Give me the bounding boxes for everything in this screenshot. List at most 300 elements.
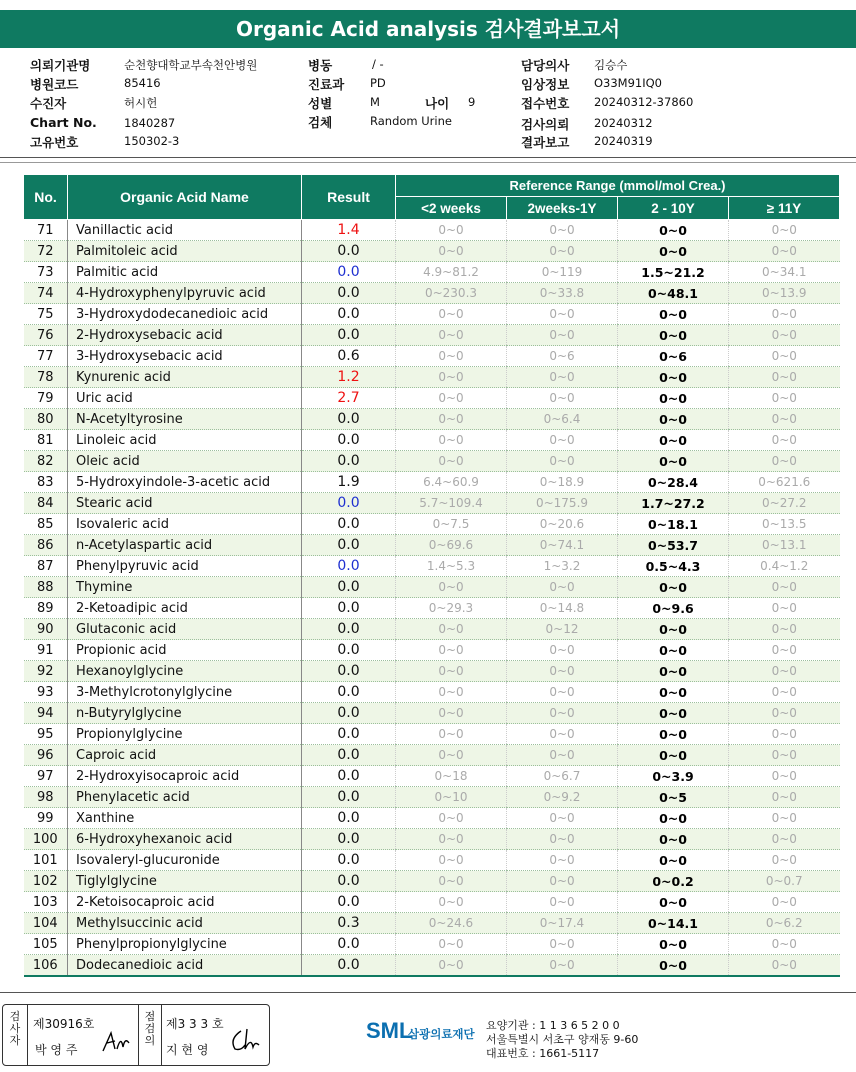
row-number: 100 xyxy=(24,829,68,850)
reference-range: 0~0 xyxy=(618,640,729,661)
row-number: 92 xyxy=(24,661,68,682)
table-row xyxy=(24,787,840,808)
info-label: 의뢰기관명 xyxy=(30,58,91,73)
result-value: 0.0 xyxy=(302,451,396,472)
reference-range: 0~0 xyxy=(507,703,618,724)
reference-range: 0~0 xyxy=(729,430,840,451)
result-value: 0.3 xyxy=(302,913,396,934)
table-row xyxy=(24,934,840,955)
reference-range: 0~0 xyxy=(507,850,618,871)
reference-range: 0~0 xyxy=(618,808,729,829)
reference-range: 0~0 xyxy=(396,346,507,367)
info-value: 허시헌 xyxy=(124,96,158,110)
info-label: 병동 xyxy=(308,58,333,73)
reference-range: 0~621.6 xyxy=(729,472,840,493)
table-row xyxy=(24,262,840,283)
result-value: 0.0 xyxy=(302,304,396,325)
reference-range: 0~0 xyxy=(507,241,618,262)
reference-range: 0~0 xyxy=(729,829,840,850)
reference-range: 0~12 xyxy=(507,619,618,640)
report-title: Organic Acid analysis 검사결과보고서 xyxy=(0,10,856,48)
result-value: 0.0 xyxy=(302,493,396,514)
acid-name: 2-Ketoisocaproic acid xyxy=(68,892,302,913)
reviewer-name: 지 현 영 xyxy=(166,1043,209,1057)
reference-range: 0~0 xyxy=(729,703,840,724)
row-number: 91 xyxy=(24,640,68,661)
reference-range: 0~0 xyxy=(618,304,729,325)
reference-range: 0~18.9 xyxy=(507,472,618,493)
reference-range: 1~3.2 xyxy=(507,556,618,577)
reference-range: 0~69.6 xyxy=(396,535,507,556)
reference-range: 0~0 xyxy=(396,871,507,892)
header-range-ge11y: ≥ 11Y xyxy=(729,197,840,220)
sig-sep xyxy=(161,1005,162,1065)
patient-info xyxy=(0,52,856,164)
reference-range: 0~0 xyxy=(618,325,729,346)
reference-range: 0~6 xyxy=(507,346,618,367)
row-number: 79 xyxy=(24,388,68,409)
result-value: 0.0 xyxy=(302,619,396,640)
info-label: 성별 xyxy=(308,96,333,111)
reference-range: 0~175.9 xyxy=(507,493,618,514)
table-row xyxy=(24,241,840,262)
reference-range: 0~0 xyxy=(507,451,618,472)
reference-range: 0~0 xyxy=(729,367,840,388)
reference-range: 0~20.6 xyxy=(507,514,618,535)
reference-range: 0~0 xyxy=(396,934,507,955)
reference-range: 0~0 xyxy=(729,220,840,241)
reference-range: 0~28.4 xyxy=(618,472,729,493)
address-line: 서울특별시 서초구 양재동 9-60 xyxy=(486,1033,639,1046)
info-value: O33M91IQ0 xyxy=(594,76,663,90)
reference-range: 0~0 xyxy=(618,388,729,409)
row-number: 90 xyxy=(24,619,68,640)
reference-range: 0~0 xyxy=(729,451,840,472)
reference-range: 0~0 xyxy=(507,325,618,346)
reference-range: 0~0 xyxy=(618,682,729,703)
result-value: 0.0 xyxy=(302,703,396,724)
table-row xyxy=(24,325,840,346)
info-value: PD xyxy=(370,76,386,90)
row-number: 95 xyxy=(24,724,68,745)
info-value: 순천향대학교부속천안병원 xyxy=(124,58,258,72)
age-label: 나이 xyxy=(425,96,450,111)
acid-name: Palmitic acid xyxy=(68,262,302,283)
reference-range: 0~0 xyxy=(396,325,507,346)
row-number: 86 xyxy=(24,535,68,556)
reference-range: 0~0 xyxy=(729,850,840,871)
acid-name: 3-Hydroxysebacic acid xyxy=(68,346,302,367)
result-value: 0.0 xyxy=(302,682,396,703)
row-number: 93 xyxy=(24,682,68,703)
row-number: 82 xyxy=(24,451,68,472)
reference-range: 0~6 xyxy=(618,346,729,367)
acid-name: Methylsuccinic acid xyxy=(68,913,302,934)
row-number: 102 xyxy=(24,871,68,892)
info-label: 결과보고 xyxy=(521,135,570,150)
header-range-2weeks-1y: 2weeks-1Y xyxy=(507,197,618,220)
reference-range: 0~0 xyxy=(618,409,729,430)
acid-name: 2-Hydroxysebacic acid xyxy=(68,325,302,346)
reference-range: 0~0 xyxy=(507,661,618,682)
reference-range: 5.7~109.4 xyxy=(396,493,507,514)
reference-range: 0~0 xyxy=(618,619,729,640)
reference-range: 0~34.1 xyxy=(729,262,840,283)
result-value: 0.0 xyxy=(302,556,396,577)
reference-range: 0~24.6 xyxy=(396,913,507,934)
table-row xyxy=(24,766,840,787)
examiner-name: 박 영 주 xyxy=(35,1043,78,1057)
acid-name: Vanillactic acid xyxy=(68,220,302,241)
reference-range: 0~0 xyxy=(396,955,507,977)
table-row xyxy=(24,913,840,934)
acid-name: 2-Ketoadipic acid xyxy=(68,598,302,619)
reference-range: 0~0 xyxy=(507,304,618,325)
reference-range: 0~0 xyxy=(396,640,507,661)
result-value: 0.0 xyxy=(302,934,396,955)
results-body xyxy=(24,220,840,977)
reference-range: 0~0 xyxy=(507,640,618,661)
reference-range: 0~0 xyxy=(729,808,840,829)
info-divider-2 xyxy=(0,162,856,163)
acid-name: Thymine xyxy=(68,577,302,598)
table-row xyxy=(24,346,840,367)
info-label: 접수번호 xyxy=(521,96,570,111)
table-row xyxy=(24,871,840,892)
reference-range: 0~0 xyxy=(618,829,729,850)
reviewer-license: 제3 3 3 호 xyxy=(166,1017,224,1031)
reference-range: 0~0 xyxy=(618,703,729,724)
result-value: 0.0 xyxy=(302,808,396,829)
info-label: 수진자 xyxy=(30,96,67,111)
info-divider xyxy=(0,157,856,158)
reference-range: 0~0 xyxy=(396,220,507,241)
reference-range: 0~0 xyxy=(396,661,507,682)
reference-range: 1.5~21.2 xyxy=(618,262,729,283)
info-label: 담당의사 xyxy=(521,58,570,73)
result-value: 0.0 xyxy=(302,829,396,850)
reference-range: 1.7~27.2 xyxy=(618,493,729,514)
row-number: 76 xyxy=(24,325,68,346)
table-row xyxy=(24,703,840,724)
reference-range: 0~0 xyxy=(729,346,840,367)
result-value: 0.0 xyxy=(302,787,396,808)
reference-range: 0~74.1 xyxy=(507,535,618,556)
reference-range: 0~0 xyxy=(507,829,618,850)
reference-range: 0~0 xyxy=(618,367,729,388)
reference-range: 0~0 xyxy=(396,703,507,724)
result-value: 0.0 xyxy=(302,892,396,913)
reference-range: 0~0 xyxy=(729,577,840,598)
reference-range: 0~6.4 xyxy=(507,409,618,430)
result-value: 1.2 xyxy=(302,367,396,388)
info-label: 진료과 xyxy=(308,77,345,92)
result-value: 0.0 xyxy=(302,283,396,304)
reference-range: 0~0 xyxy=(396,829,507,850)
reference-range: 0~13.1 xyxy=(729,535,840,556)
result-value: 0.0 xyxy=(302,577,396,598)
table-row xyxy=(24,556,840,577)
acid-name: 3-Methylcrotonylglycine xyxy=(68,682,302,703)
examiner-signature xyxy=(99,1029,131,1055)
table-row xyxy=(24,388,840,409)
info-label: 검체 xyxy=(308,115,333,130)
header-result: Result xyxy=(302,175,396,220)
table-row xyxy=(24,724,840,745)
table-row xyxy=(24,493,840,514)
reference-range: 0~18.1 xyxy=(618,514,729,535)
acid-name: Glutaconic acid xyxy=(68,619,302,640)
reference-range: 0~0 xyxy=(618,451,729,472)
table-row xyxy=(24,598,840,619)
reference-range: 0~0 xyxy=(729,955,840,977)
reference-range: 0~5 xyxy=(618,787,729,808)
table-row xyxy=(24,640,840,661)
reference-range: 0~14.1 xyxy=(618,913,729,934)
reference-range: 0.5~4.3 xyxy=(618,556,729,577)
table-row xyxy=(24,472,840,493)
row-number: 101 xyxy=(24,850,68,871)
address-line: 요양기관 : 1 1 3 6 5 2 0 0 xyxy=(486,1019,620,1032)
info-value: 1840287 xyxy=(124,116,176,130)
acid-name: 6-Hydroxyhexanoic acid xyxy=(68,829,302,850)
reference-range: 0~0 xyxy=(729,619,840,640)
header-reference-range: Reference Range (mmol/mol Crea.) xyxy=(396,175,840,197)
reference-range: 0~0 xyxy=(729,934,840,955)
table-row xyxy=(24,367,840,388)
result-value: 0.0 xyxy=(302,262,396,283)
acid-name: Xanthine xyxy=(68,808,302,829)
row-number: 74 xyxy=(24,283,68,304)
reference-range: 0~0 xyxy=(396,430,507,451)
result-value: 0.0 xyxy=(302,745,396,766)
table-row xyxy=(24,955,840,977)
acid-name: Caproic acid xyxy=(68,745,302,766)
reviewer-label: 점검의 xyxy=(144,1010,156,1047)
table-row xyxy=(24,409,840,430)
info-label: 고유번호 xyxy=(30,135,79,150)
address-line: 대표번호 : 1661-5117 xyxy=(486,1047,600,1060)
reference-range: 0~0 xyxy=(729,388,840,409)
reviewer-signature xyxy=(227,1025,263,1055)
reference-range: 0~0 xyxy=(507,682,618,703)
reference-range: 0~6.2 xyxy=(729,913,840,934)
reference-range: 0~0 xyxy=(396,724,507,745)
result-value: 0.0 xyxy=(302,850,396,871)
acid-name: Stearic acid xyxy=(68,493,302,514)
reference-range: 0~9.2 xyxy=(507,787,618,808)
acid-name: Kynurenic acid xyxy=(68,367,302,388)
row-number: 89 xyxy=(24,598,68,619)
reference-range: 0~0 xyxy=(618,892,729,913)
row-number: 87 xyxy=(24,556,68,577)
result-value: 1.4 xyxy=(302,220,396,241)
acid-name: 5-Hydroxyindole-3-acetic acid xyxy=(68,472,302,493)
reference-range: 0~0 xyxy=(507,745,618,766)
row-number: 73 xyxy=(24,262,68,283)
info-value: / - xyxy=(372,57,384,71)
reference-range: 0~13.9 xyxy=(729,283,840,304)
result-value: 0.0 xyxy=(302,598,396,619)
reference-range: 0~33.8 xyxy=(507,283,618,304)
acid-name: Linoleic acid xyxy=(68,430,302,451)
reference-range: 0~0 xyxy=(507,955,618,977)
row-number: 80 xyxy=(24,409,68,430)
row-number: 83 xyxy=(24,472,68,493)
acid-name: 4-Hydroxyphenylpyruvic acid xyxy=(68,283,302,304)
result-value: 0.0 xyxy=(302,535,396,556)
table-row xyxy=(24,283,840,304)
reference-range: 0~0 xyxy=(729,304,840,325)
sml-logo: SML xyxy=(366,1018,413,1043)
reference-range: 0~0 xyxy=(729,241,840,262)
info-label: Chart No. xyxy=(30,115,97,130)
info-label: 임상정보 xyxy=(521,77,570,92)
header-range-lt2weeks: <2 weeks xyxy=(396,197,507,220)
table-row xyxy=(24,451,840,472)
result-value: 0.0 xyxy=(302,766,396,787)
row-number: 78 xyxy=(24,367,68,388)
reference-range: 0~0.2 xyxy=(618,871,729,892)
reference-range: 0~13.5 xyxy=(729,514,840,535)
info-value: Random Urine xyxy=(370,114,452,128)
table-row xyxy=(24,304,840,325)
table-row xyxy=(24,514,840,535)
reference-range: 0~0 xyxy=(396,451,507,472)
reference-range: 0~29.3 xyxy=(396,598,507,619)
acid-name: Hexanoylglycine xyxy=(68,661,302,682)
result-value: 0.0 xyxy=(302,661,396,682)
reference-range: 0~9.6 xyxy=(618,598,729,619)
row-number: 71 xyxy=(24,220,68,241)
reference-range: 0~0 xyxy=(396,745,507,766)
org-name: 삼광의료재단 xyxy=(408,1027,475,1041)
row-number: 105 xyxy=(24,934,68,955)
row-number: 99 xyxy=(24,808,68,829)
result-value: 0.0 xyxy=(302,325,396,346)
info-value: 20240319 xyxy=(594,134,653,148)
info-value: 20240312-37860 xyxy=(594,95,694,109)
reference-range: 0~230.3 xyxy=(396,283,507,304)
acid-name: 3-Hydroxydodecanedioic acid xyxy=(68,304,302,325)
row-number: 103 xyxy=(24,892,68,913)
reference-range: 0~0 xyxy=(507,430,618,451)
reference-range: 0~0 xyxy=(618,220,729,241)
row-number: 106 xyxy=(24,955,68,977)
reference-range: 0~0 xyxy=(729,892,840,913)
info-value: M xyxy=(370,95,380,109)
row-number: 77 xyxy=(24,346,68,367)
examiner-license: 제30916호 xyxy=(33,1017,95,1031)
reference-range: 0~0 xyxy=(618,241,729,262)
reference-range: 0~0 xyxy=(618,577,729,598)
acid-name: Propionic acid xyxy=(68,640,302,661)
reference-range: 0~0 xyxy=(507,892,618,913)
reference-range: 0~0 xyxy=(618,724,729,745)
reference-range: 0~10 xyxy=(396,787,507,808)
result-value: 0.0 xyxy=(302,955,396,977)
result-value: 0.0 xyxy=(302,409,396,430)
result-value: 1.9 xyxy=(302,472,396,493)
acid-name: Phenylpropionylglycine xyxy=(68,934,302,955)
result-value: 0.0 xyxy=(302,724,396,745)
reference-range: 0~0 xyxy=(396,577,507,598)
reference-range: 0~6.7 xyxy=(507,766,618,787)
reference-range: 0~0 xyxy=(729,640,840,661)
table-row xyxy=(24,661,840,682)
result-value: 0.0 xyxy=(302,241,396,262)
acid-name: Uric acid xyxy=(68,388,302,409)
info-value: 85416 xyxy=(124,76,161,90)
info-value: 김승수 xyxy=(594,58,628,72)
result-value: 0.0 xyxy=(302,640,396,661)
reference-range: 0~3.9 xyxy=(618,766,729,787)
reference-range: 0~0 xyxy=(396,241,507,262)
sig-sep xyxy=(138,1005,139,1065)
reference-range: 0~0 xyxy=(729,766,840,787)
reference-range: 0~0 xyxy=(396,892,507,913)
row-number: 75 xyxy=(24,304,68,325)
acid-name: Phenylpyruvic acid xyxy=(68,556,302,577)
reference-range: 0~0 xyxy=(618,850,729,871)
report-footer xyxy=(0,990,856,1072)
reference-range: 0~0 xyxy=(507,388,618,409)
row-number: 84 xyxy=(24,493,68,514)
acid-name: Propionylglycine xyxy=(68,724,302,745)
header-range-2-10y: 2 - 10Y xyxy=(618,197,729,220)
reference-range: 0~27.2 xyxy=(729,493,840,514)
row-number: 104 xyxy=(24,913,68,934)
reference-range: 0~18 xyxy=(396,766,507,787)
row-number: 98 xyxy=(24,787,68,808)
info-label: 검사의뢰 xyxy=(521,117,570,132)
reference-range: 6.4~60.9 xyxy=(396,472,507,493)
acid-name: N-Acetyltyrosine xyxy=(68,409,302,430)
reference-range: 0~0.7 xyxy=(729,871,840,892)
row-number: 96 xyxy=(24,745,68,766)
row-number: 94 xyxy=(24,703,68,724)
reference-range: 0~0 xyxy=(729,682,840,703)
reference-range: 0~0 xyxy=(729,598,840,619)
reference-range: 0~0 xyxy=(618,661,729,682)
reference-range: 0~0 xyxy=(507,724,618,745)
reference-range: 0~0 xyxy=(396,388,507,409)
reference-range: 0~0 xyxy=(396,619,507,640)
sig-sep xyxy=(27,1005,28,1065)
table-row xyxy=(24,535,840,556)
acid-name: Palmitoleic acid xyxy=(68,241,302,262)
info-label: 병원코드 xyxy=(30,77,79,92)
reference-range: 0~0 xyxy=(396,304,507,325)
table-row xyxy=(24,745,840,766)
reference-range: 0~53.7 xyxy=(618,535,729,556)
reference-range: 0~17.4 xyxy=(507,913,618,934)
table-row xyxy=(24,829,840,850)
reference-range: 0~0 xyxy=(729,409,840,430)
reference-range: 0~0 xyxy=(618,430,729,451)
reference-range: 0~14.8 xyxy=(507,598,618,619)
table-row xyxy=(24,808,840,829)
table-row xyxy=(24,682,840,703)
reference-range: 0~0 xyxy=(396,808,507,829)
reference-range: 0~0 xyxy=(507,871,618,892)
reference-range: 0~7.5 xyxy=(396,514,507,535)
result-value: 0.0 xyxy=(302,871,396,892)
reference-range: 0~0 xyxy=(396,367,507,388)
reference-range: 0~0 xyxy=(729,661,840,682)
row-number: 72 xyxy=(24,241,68,262)
acid-name: Tiglylglycine xyxy=(68,871,302,892)
